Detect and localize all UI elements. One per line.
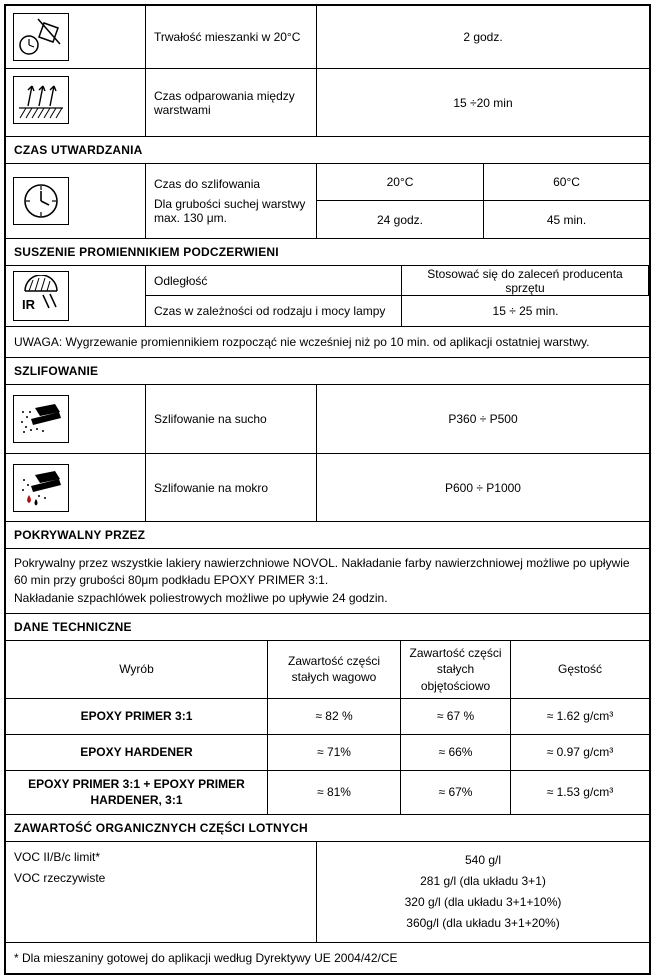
- section-header-ir: SUSZENIE PROMIENNIKIEM PODCZERWIENI: [6, 239, 649, 266]
- ir-distance-label-cell: [146, 266, 402, 296]
- tech-weight: ≈ 71%: [268, 735, 401, 770]
- tech-volume: ≈ 67 %: [401, 699, 511, 734]
- flash-off-label: Czas odparowania między warstwami: [154, 88, 295, 117]
- mixing-can-with-clock-icon-svg: [17, 17, 65, 57]
- row-dry-sanding: [6, 385, 649, 454]
- coating-paragraph-2: Nakładanie szpachlówek poliestrowych możliwe po upływie 24 godzin.: [14, 590, 388, 605]
- dry-sanding-value-cell: [317, 385, 649, 453]
- clock-icon: [13, 177, 69, 225]
- curing-label-line2: Dla grubości suchej warstwy max. 130 μm.: [154, 197, 306, 225]
- voc-value: 540 g/l: [464, 852, 502, 867]
- wet-sanding-block-icon-svg: [17, 468, 65, 508]
- curing-temp-left: 20°C: [317, 164, 483, 201]
- voc-limit-label: VOC II/B/c limit*: [14, 849, 101, 864]
- section-header-tech: DANE TECHNICZNE: [6, 614, 649, 641]
- voc-value: 320 g/l (dla układu 3+1+10%): [404, 895, 562, 910]
- tech-col-density: Gęstość: [557, 662, 602, 677]
- coating-text-block: [6, 549, 649, 613]
- curing-label-cell: [146, 164, 317, 238]
- curing-values-grid: [317, 164, 649, 238]
- pot-life-label: Trwałość mieszanki w 20°C: [154, 30, 301, 44]
- tech-table-row: [6, 771, 649, 815]
- dry-sanding-label: Szlifowanie na sucho: [154, 412, 267, 426]
- flash-off-value-cell: [317, 69, 649, 136]
- dry-sanding-block-icon: [13, 395, 69, 443]
- ir-note-row: [6, 327, 649, 358]
- tech-density: ≈ 0.97 g/cm³: [546, 745, 614, 760]
- tech-density: ≈ 1.62 g/cm³: [546, 709, 614, 724]
- tech-table-head: [6, 641, 649, 699]
- pot-life-value-cell: [317, 6, 649, 68]
- tech-product: EPOXY PRIMER 3:1: [6, 699, 268, 734]
- tech-table-row: [6, 735, 649, 771]
- pot-life-value: 2 godz.: [463, 30, 503, 44]
- curing-icon-cell: [6, 164, 146, 238]
- pot-life-icon-cell: [6, 6, 146, 68]
- ir-time-label-cell: [146, 296, 402, 326]
- tech-col-volume: Zawartość części stałych objętościowo: [401, 641, 511, 698]
- dry-sanding-icon-cell: [6, 385, 146, 453]
- dry-sanding-label-cell: [146, 385, 317, 453]
- row-flash-off: [6, 69, 649, 137]
- technical-datasheet: [4, 4, 651, 975]
- flash-off-value: 15 ÷20 min: [453, 95, 513, 110]
- ir-body: [6, 266, 649, 327]
- voc-actual-label: VOC rzeczywiste: [14, 870, 106, 885]
- ir-distance-label: Odległość: [154, 273, 208, 288]
- tech-col-weight: Zawartość części stałych wagowo: [268, 641, 401, 698]
- wet-sanding-label-cell: [146, 454, 317, 521]
- tech-product: EPOXY HARDENER: [6, 735, 268, 770]
- ir-distance-value-cell: [402, 266, 649, 296]
- ir-distance-value: Stosować się do zaleceń producenta sprzętu: [427, 266, 623, 295]
- voc-value: 360g/l (dla układu 3+1+20%): [406, 916, 560, 931]
- svg-text:IR: IR: [22, 297, 35, 312]
- ir-note-text: UWAGA: Wygrzewanie promiennikiem rozpocząć nie wcześniej niż po 10 min. od aplikacji ostatniej warstwy.: [14, 335, 590, 349]
- curing-time-left: 24 godz.: [376, 212, 424, 227]
- ir-time-label: Czas w zależności od rodzaju i mocy lampy: [154, 304, 386, 318]
- clock-icon-svg: [17, 181, 65, 221]
- wet-sanding-block-icon: [13, 464, 69, 512]
- evaporation-arrows-icon-svg: [17, 80, 65, 120]
- section-header-sanding: SZLIFOWANIE: [6, 358, 649, 385]
- voc-value: 281 g/l (dla układu 3+1): [420, 874, 546, 889]
- tech-volume: ≈ 67%: [401, 771, 511, 814]
- curing-label: [154, 177, 308, 225]
- ir-time-value-cell: [402, 296, 649, 326]
- tech-table-row: [6, 699, 649, 735]
- footnote-text: * Dla mieszaniny gotowej do aplikacji według Dyrektywy UE 2004/42/CE: [14, 950, 398, 965]
- mixing-can-with-clock-icon: [13, 13, 69, 61]
- row-pot-life: [6, 6, 649, 69]
- tech-density: ≈ 1.53 g/cm³: [546, 785, 614, 800]
- wet-sanding-label: Szlifowanie na mokro: [154, 480, 269, 495]
- voc-values-cell: [317, 842, 649, 942]
- voc-body: [6, 842, 649, 943]
- coating-paragraph-1: Pokrywalny przez wszystkie lakiery nawierzchniowe NOVOL. Nakładanie farby nawierzchniowej możliwe po upływie 60 min przy grubości 80μm podkładu EPOXY PRIMER 3:1.: [14, 556, 630, 588]
- ir-time-value: 15 ÷ 25 min.: [492, 304, 559, 318]
- pot-life-label-cell: [146, 6, 317, 68]
- section-header-coating: POKRYWALNY PRZEZ: [6, 522, 649, 549]
- flash-off-label-cell: [146, 69, 317, 136]
- infrared-lamp-icon: [13, 271, 69, 321]
- row-wet-sanding: [6, 454, 649, 522]
- tech-col-product: Wyrób: [6, 641, 268, 698]
- wet-sanding-value: P600 ÷ P1000: [445, 480, 521, 495]
- wet-sanding-value-cell: [317, 454, 649, 521]
- infrared-lamp-icon-svg: [17, 275, 65, 317]
- ir-icon-cell: [6, 266, 146, 326]
- ir-note-cell: [6, 327, 649, 357]
- tech-weight: ≈ 82 %: [268, 699, 401, 734]
- wet-sanding-icon-cell: [6, 454, 146, 521]
- footnote-row: [6, 943, 649, 973]
- dry-sanding-value: P360 ÷ P500: [448, 412, 518, 426]
- row-curing: [6, 164, 649, 239]
- voc-labels-cell: [6, 842, 317, 942]
- flash-off-icon-cell: [6, 69, 146, 136]
- curing-time-right: 45 min.: [483, 201, 649, 238]
- footnote-cell: [6, 943, 649, 973]
- tech-product: EPOXY PRIMER 3:1 + EPOXY PRIMER HARDENER, 3:1: [6, 771, 268, 814]
- section-header-curing: CZAS UTWARDZANIA: [6, 137, 649, 164]
- curing-label-line1: Czas do szlifowania: [154, 177, 261, 191]
- evaporation-arrows-icon: [13, 76, 69, 124]
- dry-sanding-block-icon-svg: [17, 399, 65, 439]
- tech-weight: ≈ 81%: [268, 771, 401, 814]
- curing-temp-right: 60°C: [483, 164, 649, 201]
- section-header-voc: ZAWARTOŚĆ ORGANICZNYCH CZĘŚCI LOTNYCH: [6, 815, 649, 842]
- tech-volume: ≈ 66%: [401, 735, 511, 770]
- coating-text-row: [6, 549, 649, 614]
